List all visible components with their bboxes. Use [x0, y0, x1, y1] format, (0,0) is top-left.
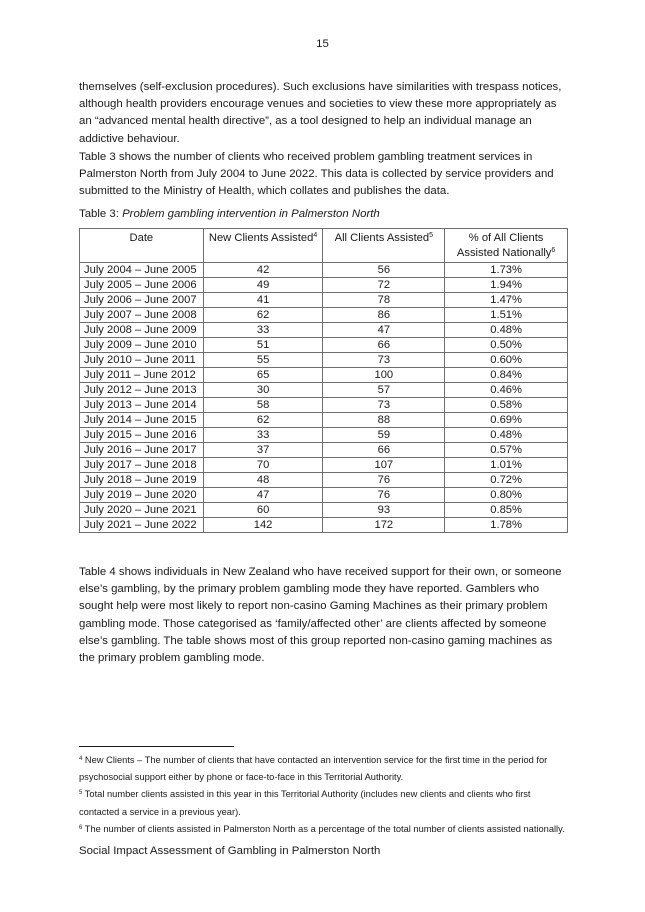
cell-date: July 2013 – June 2014 [80, 398, 204, 413]
cell-pct-national: 1.73% [445, 263, 568, 278]
footnote-number: 4 [79, 756, 83, 762]
cell-all-clients: 59 [323, 428, 445, 443]
cell-all-clients: 72 [323, 278, 445, 293]
cell-date: July 2005 – June 2006 [80, 278, 204, 293]
footnote-text: New Clients – The number of clients that have contacted an intervention service for the first time in the period for psychosocial support either by phone or face-to-face in this Territorial Authority. [79, 755, 548, 783]
cell-date: July 2012 – June 2013 [80, 383, 204, 398]
gambling-intervention-table [79, 228, 568, 533]
cell-all-clients: 100 [323, 368, 445, 383]
cell-new-clients: 65 [203, 368, 323, 383]
footnote-separator [79, 746, 234, 747]
footnote-number: 5 [79, 790, 83, 797]
cell-new-clients: 55 [203, 353, 323, 368]
header-date [80, 229, 204, 263]
footnote-ref: 5 [429, 232, 434, 239]
caption-title: Problem gambling intervention in Palmerston North [122, 208, 380, 220]
table-row [80, 368, 568, 383]
header-new-clients-label: New Clients Assisted [208, 232, 314, 244]
header-all-clients [323, 229, 445, 263]
cell-pct-national: 0.50% [445, 338, 568, 353]
cell-new-clients: 37 [203, 443, 323, 458]
cell-new-clients: 41 [203, 293, 323, 308]
footnote [79, 752, 568, 786]
cell-date: July 2018 – June 2019 [80, 473, 204, 488]
cell-pct-national: 0.48% [445, 323, 568, 338]
page-number: 15 [316, 38, 329, 50]
cell-all-clients: 56 [323, 263, 445, 278]
cell-pct-national: 0.46% [445, 383, 568, 398]
footnotes [79, 752, 568, 838]
cell-new-clients: 60 [203, 503, 323, 518]
cell-all-clients: 73 [323, 353, 445, 368]
cell-new-clients: 51 [203, 338, 323, 353]
footnote-text: Total number clients assisted in this year in this Territorial Authority (includes new clients and clients who first contacted a service in a previous year). [79, 789, 531, 817]
cell-all-clients: 57 [323, 383, 445, 398]
cell-date: July 2015 – June 2016 [80, 428, 204, 443]
cell-date: July 2019 – June 2020 [80, 488, 204, 503]
table-row [80, 323, 568, 338]
cell-all-clients: 76 [323, 488, 445, 503]
cell-all-clients: 93 [323, 503, 445, 518]
cell-pct-national: 0.48% [445, 428, 568, 443]
cell-new-clients: 30 [203, 383, 323, 398]
cell-all-clients: 78 [323, 293, 445, 308]
table-header-row [80, 229, 568, 263]
caption-prefix: Table 3: [79, 208, 123, 220]
cell-all-clients: 172 [323, 518, 445, 533]
cell-date: July 2014 – June 2015 [80, 413, 204, 428]
cell-new-clients: 49 [203, 278, 323, 293]
header-new-clients [203, 229, 323, 263]
cell-date: July 2016 – June 2017 [80, 443, 204, 458]
table-row [80, 458, 568, 473]
footnote [79, 821, 568, 838]
table-row [80, 473, 568, 488]
footnote-number: 6 [79, 824, 83, 831]
cell-pct-national: 1.47% [445, 293, 568, 308]
footnote [79, 786, 568, 820]
cell-pct-national: 0.57% [445, 443, 568, 458]
cell-new-clients: 62 [203, 308, 323, 323]
cell-pct-national: 0.58% [445, 398, 568, 413]
cell-pct-national: 1.01% [445, 458, 568, 473]
cell-pct-national: 0.60% [445, 353, 568, 368]
cell-new-clients: 33 [203, 428, 323, 443]
cell-all-clients: 47 [323, 323, 445, 338]
cell-new-clients: 62 [203, 413, 323, 428]
cell-new-clients: 58 [203, 398, 323, 413]
body-paragraph: themselves (self-exclusion procedures). Such exclusions have similarities with trespass notices, although health providers encourage venues and societies to view these more appropriately as an “advanced mental health directive”, as a tool designed to help an individual manage an addictive behaviour. [79, 81, 562, 145]
cell-all-clients: 107 [323, 458, 445, 473]
cell-pct-national: 1.51% [445, 308, 568, 323]
cell-date: July 2006 – June 2007 [80, 293, 204, 308]
footnote-ref: 6 [551, 247, 556, 254]
cell-date: July 2004 – June 2005 [80, 263, 204, 278]
cell-all-clients: 88 [323, 413, 445, 428]
body-paragraph: Table 4 shows individuals in New Zealand who have received support for their own, or someone else’s gambling, by the primary problem gambling mode they have reported. Gamblers who sought help were most likely to report non-casino Gaming Machines as their primary problem gambling mode. Those categorised as ‘family/affected other’ are clients affected by someone else’s gambling. The table shows most of this group reported non-casino gaming machines as the primary problem gambling mode. [79, 566, 562, 665]
table-row [80, 293, 568, 308]
cell-pct-national: 0.84% [445, 368, 568, 383]
table-row [80, 443, 568, 458]
body-paragraph: Table 3 shows the number of clients who received problem gambling treatment services in Palmerston North from July 2004 to June 2022. This data is collected by service providers and submitted to the Ministry of Health, which collates and publishes the data. [79, 151, 554, 198]
cell-date: July 2010 – June 2011 [80, 353, 204, 368]
table-row [80, 383, 568, 398]
header-pct-line1: % of All Clients [468, 232, 544, 244]
table-row [80, 413, 568, 428]
header-pct-line2: Assisted Nationally [456, 247, 552, 259]
cell-pct-national: 0.72% [445, 473, 568, 488]
table-row [80, 278, 568, 293]
cell-date: July 2007 – June 2008 [80, 308, 204, 323]
table-row [80, 488, 568, 503]
table-row [80, 353, 568, 368]
cell-all-clients: 86 [323, 308, 445, 323]
header-date-label: Date [129, 232, 154, 244]
footnote-ref: 4 [313, 232, 318, 239]
cell-pct-national: 0.85% [445, 503, 568, 518]
cell-new-clients: 70 [203, 458, 323, 473]
table-row [80, 263, 568, 278]
header-all-clients-label: All Clients Assisted [334, 232, 430, 244]
cell-date: July 2020 – June 2021 [80, 503, 204, 518]
cell-all-clients: 73 [323, 398, 445, 413]
cell-all-clients: 66 [323, 338, 445, 353]
cell-new-clients: 142 [203, 518, 323, 533]
cell-all-clients: 66 [323, 443, 445, 458]
cell-all-clients: 76 [323, 473, 445, 488]
footnote-text: The number of clients assisted in Palmerston North as a percentage of the total number of clients assisted nationally. [82, 823, 565, 834]
page-footer: Social Impact Assessment of Gambling in Palmerston North [79, 845, 381, 857]
cell-date: July 2017 – June 2018 [80, 458, 204, 473]
table-row [80, 308, 568, 323]
cell-pct-national: 0.80% [445, 488, 568, 503]
table-row [80, 398, 568, 413]
cell-new-clients: 33 [203, 323, 323, 338]
header-pct-national [445, 229, 568, 263]
cell-date: July 2021 – June 2022 [80, 518, 204, 533]
cell-pct-national: 1.78% [445, 518, 568, 533]
cell-new-clients: 48 [203, 473, 323, 488]
table-row [80, 428, 568, 443]
cell-pct-national: 0.69% [445, 413, 568, 428]
cell-pct-national: 1.94% [445, 278, 568, 293]
table-caption [79, 206, 568, 223]
table-body [80, 263, 568, 533]
table-row [80, 338, 568, 353]
table-row [80, 518, 568, 533]
table-row [80, 503, 568, 518]
cell-date: July 2011 – June 2012 [80, 368, 204, 383]
cell-new-clients: 42 [203, 263, 323, 278]
cell-date: July 2008 – June 2009 [80, 323, 204, 338]
cell-new-clients: 47 [203, 488, 323, 503]
cell-date: July 2009 – June 2010 [80, 338, 204, 353]
